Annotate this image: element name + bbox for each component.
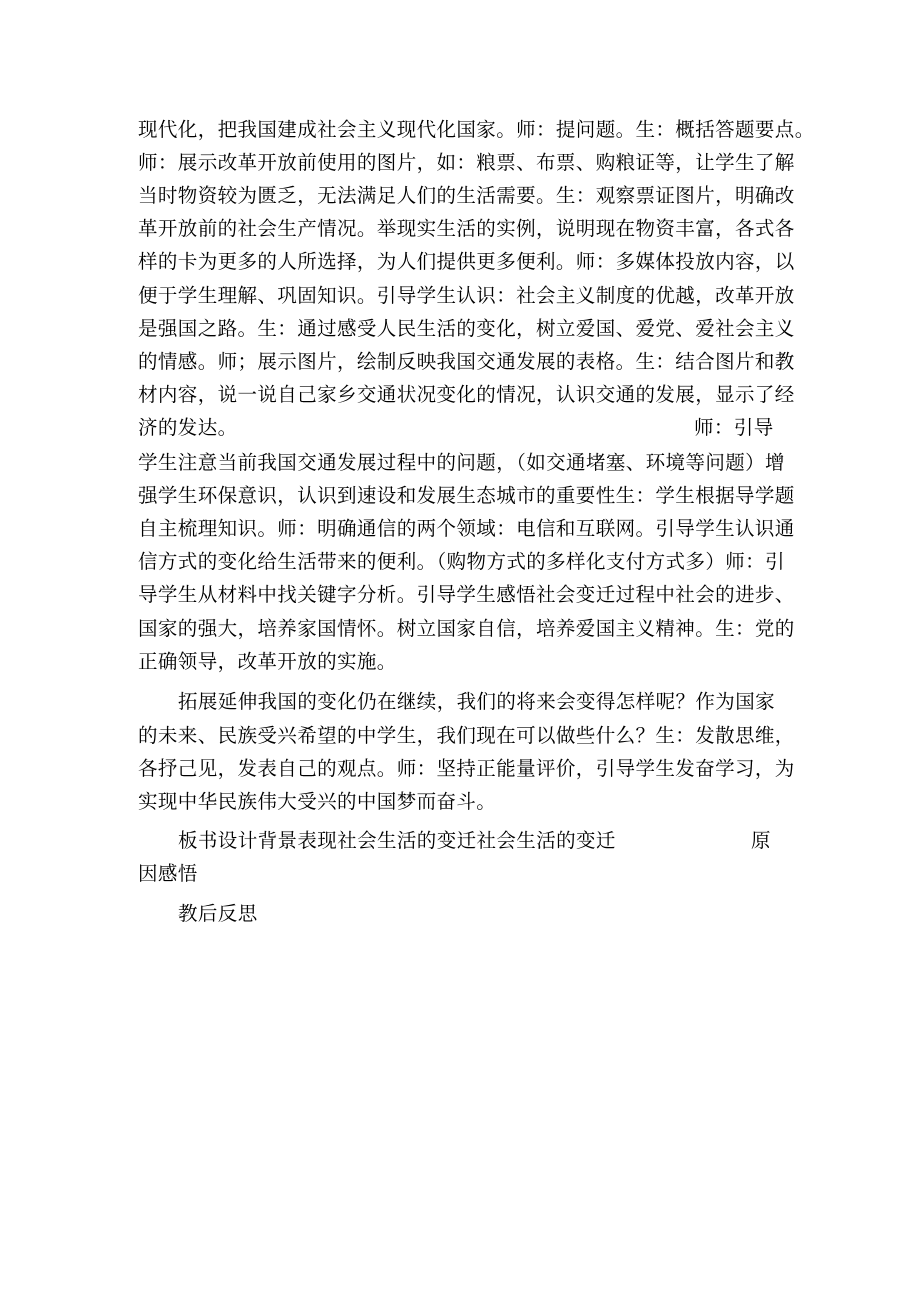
text-line: 学生注意当前我国交通发展过程中的问题，（如交通堵塞、环境等问题）增: [138, 451, 785, 474]
text-line: 因感悟: [138, 862, 198, 885]
text-line: 是强国之路。生：通过感受人民生活的变化，树立爱国、爱党、爱社会主义: [138, 317, 795, 340]
text-line: 师：展示改革开放前使用的图片，如：粮票、布票、购粮证等，让学生了解: [138, 151, 795, 174]
text-fragment: 板书设计背景表现社会生活的变迁社会生活的变迁: [178, 829, 616, 852]
text-fragment: 济的发达。: [138, 416, 238, 439]
reflection-heading: 教后反思: [178, 902, 258, 925]
text-line: 各抒己见，发表自己的观点。师：坚持正能量评价，引导学生发奋学习，为: [138, 757, 795, 780]
text-line: [138, 416, 798, 440]
text-fragment: 原: [751, 829, 771, 852]
text-line: 导学生从材料中找关键字分析。引导学生感悟社会变迁过程中社会的进步、: [138, 583, 795, 606]
text-line: 信方式的变化给生活带来的便利。（购物方式的多样化支付方式多）师：引: [138, 550, 785, 573]
text-line: 便于学生理解、巩固知识。引导学生认识：社会主义制度的优越，改革开放: [138, 284, 795, 307]
text-line: 实现中华民族伟大受兴的中国梦而奋斗。: [138, 790, 497, 813]
text-line: 的情感。师；展示图片，绘制反映我国交通发展的表格。生：结合图片和教: [138, 350, 795, 373]
text-line: 国家的强大，培养家国情怀。树立国家自信，培养爱国主义精神。生：党的: [138, 617, 795, 640]
text-line: 自主梳理知识。师：明确通信的两个领域：电信和互联网。引导学生认识通: [138, 517, 795, 540]
text-line: 的未来、民族受兴希望的中学生，我们现在可以做些什么？生：发散思维，: [138, 724, 795, 747]
text-line: 正确领导，改革开放的实施。: [138, 650, 397, 673]
board-design-heading: [178, 829, 798, 853]
text-fragment: 师：引导: [694, 416, 774, 439]
text-line: 当时物资较为匮乏，无法满足人们的生活需要。生：观察票证图片，明确改: [138, 184, 795, 207]
text-line: 样的卡为更多的人所选择，为人们提供更多便利。师：多媒体投放内容，以: [138, 250, 795, 273]
text-line: 现代化，把我国建成社会主义现代化国家。师：提问题。生：概括答题要点。: [138, 118, 815, 141]
text-line: 强学生环保意识，认识到速设和发展生态城市的重要性生：学生根据导学题: [138, 484, 795, 507]
text-line: 拓展延伸我国的变化仍在继续，我们的将来会变得怎样呢？作为国家: [178, 690, 776, 713]
text-line: 材内容，说一说自己家乡交通状况变化的情况，认识交通的发展，显示了经: [138, 383, 795, 406]
text-line: 革开放前的社会生产情况。举现实生活的实例，说明现在物资丰富，各式各: [138, 217, 795, 240]
